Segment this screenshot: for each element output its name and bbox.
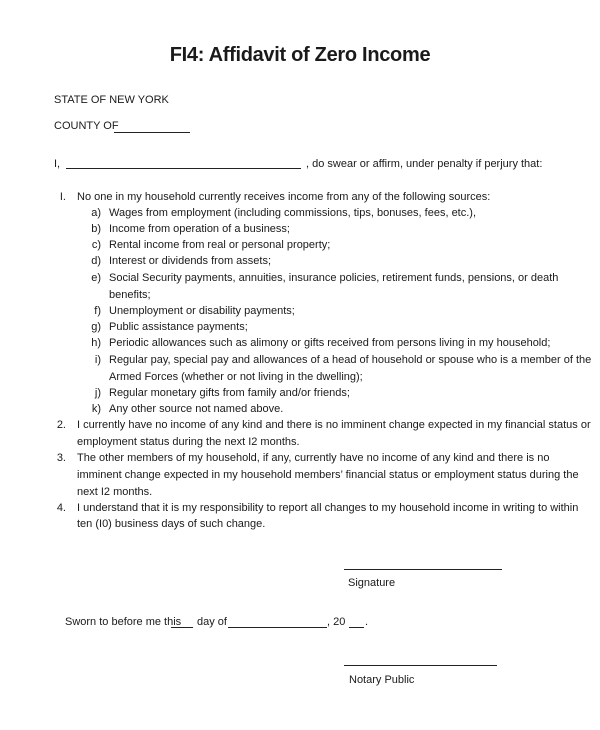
name-blank-line[interactable]	[66, 168, 301, 169]
notary-line[interactable]	[344, 665, 497, 666]
county-label: COUNTY OF	[54, 120, 119, 132]
signature-label: Signature	[348, 577, 396, 589]
item-number: 2.	[56, 419, 66, 431]
subitem-letter: h)	[91, 337, 101, 349]
item-text-continued: employment status during the next I2 months.	[77, 436, 300, 448]
sworn-text: Sworn to before me this	[65, 616, 182, 628]
oath-suffix: , do swear or affirm, under penalty if perjury that:	[306, 158, 543, 170]
county-blank-line[interactable]	[114, 132, 190, 133]
subitem-text: Social Security payments, annuities, insurance policies, retirement funds, pensions, or death	[109, 272, 559, 284]
item-number: 3.	[56, 452, 66, 464]
item-number: I.	[59, 191, 66, 203]
subitem-text: Public assistance payments;	[109, 321, 248, 333]
item-text: The other members of my household, if any, currently have no income of any kind and there is no	[77, 452, 550, 464]
subitem-letter: c)	[91, 239, 101, 251]
document-title: FI4: Affidavit of Zero Income	[169, 44, 431, 66]
item-text-continued: next I2 months.	[77, 486, 153, 498]
subitem-letter: g)	[91, 321, 101, 333]
subitem-letter: k)	[91, 403, 101, 415]
item-text-continued: imminent change expected in my household members’ financial status or employment status during the	[77, 469, 579, 481]
year-blank-line[interactable]	[349, 627, 364, 628]
subitem-letter: b)	[91, 223, 101, 235]
state-line: STATE OF NEW YORK	[54, 94, 169, 106]
subitem-letter: a)	[91, 207, 101, 219]
subitem-text: Unemployment or disability payments;	[109, 305, 295, 317]
item-text: I understand that it is my responsibility to report all changes to my household income in writing to within	[77, 502, 579, 514]
subitem-text: Any other source not named above.	[109, 403, 284, 415]
sworn-year-prefix: , 20	[327, 616, 346, 628]
subitem-text: Rental income from real or personal property;	[109, 239, 331, 251]
subitem-text: Periodic allowances such as alimony or gifts received from persons living in my household;	[109, 337, 551, 349]
sworn-period: .	[365, 616, 369, 628]
subitem-text: Wages from employment (including commissions, tips, bonuses, fees, etc.),	[109, 207, 477, 219]
item-number: 4.	[56, 502, 66, 514]
subitem-text: Income from operation of a business;	[109, 223, 290, 235]
sworn-day-of-text: day of	[197, 616, 227, 628]
subitem-text-continued: benefits;	[109, 289, 151, 301]
signature-line[interactable]	[344, 569, 502, 570]
day-blank-line[interactable]	[171, 627, 193, 628]
subitem-text: Regular pay, special pay and allowances of a head of household or spouse who is a member of the	[109, 354, 592, 366]
subitem-letter: j)	[94, 387, 101, 399]
item-text: No one in my household currently receives income from any of the following sources:	[77, 191, 491, 203]
month-blank-line[interactable]	[228, 627, 327, 628]
oath-prefix: I,	[54, 158, 61, 170]
item-text: I currently have no income of any kind and there is no imminent change expected in my financial status or	[77, 419, 591, 431]
subitem-text: Regular monetary gifts from family and/or friends;	[109, 387, 350, 399]
subitem-letter: d)	[91, 255, 101, 267]
subitem-text: Interest or dividends from assets;	[109, 255, 272, 267]
subitem-letter: e)	[91, 272, 101, 284]
subitem-letter: i)	[94, 354, 101, 366]
notary-label: Notary Public	[349, 674, 415, 686]
subitem-text-continued: Armed Forces (whether or not living in the dwelling);	[109, 371, 363, 383]
item-text-continued: ten (I0) business days of such change.	[77, 518, 266, 530]
subitem-letter: f)	[94, 305, 101, 317]
